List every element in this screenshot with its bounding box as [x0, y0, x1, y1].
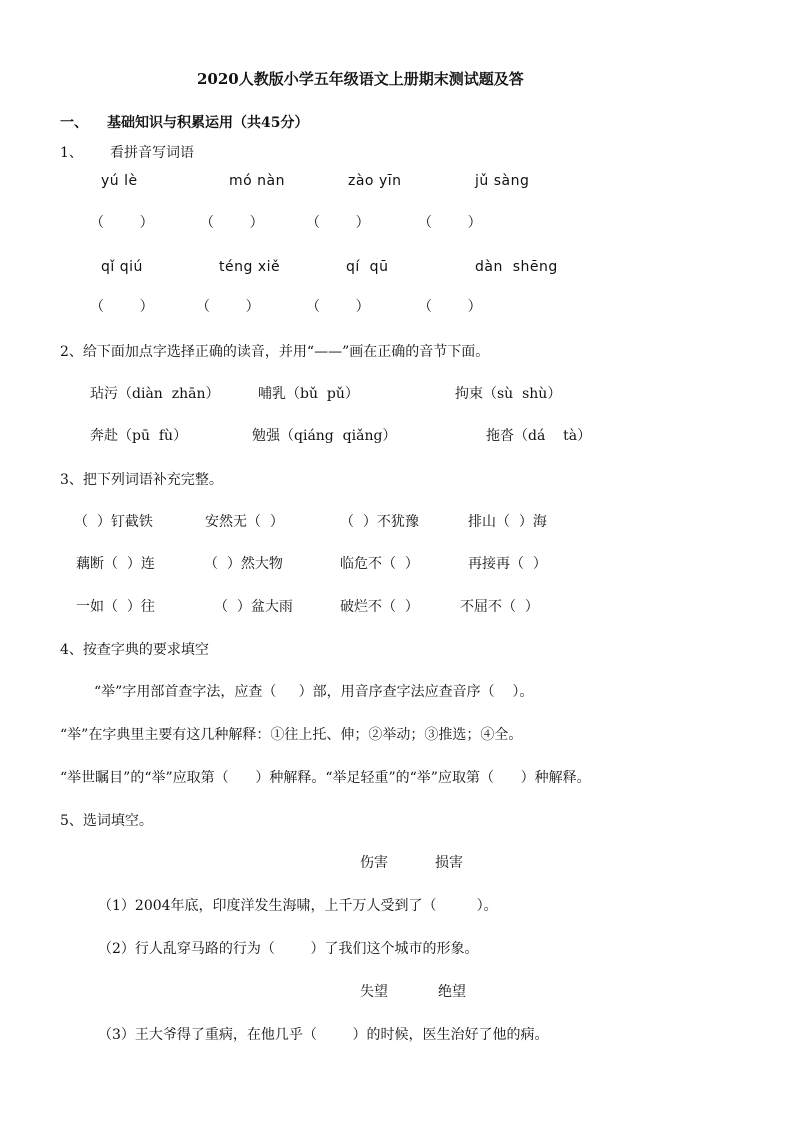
idiom-blank: 排山（ ）海	[468, 514, 547, 530]
q5-sentence: （1）2004年底，印度洋发生海啸，上千万人受到了（ ）。	[98, 898, 498, 914]
idiom-blank: （ ）钉截铁	[74, 514, 153, 530]
idiom-blank: 一如（ ）往	[76, 599, 155, 615]
section-number: 一、	[60, 115, 88, 131]
q4-prompt: 4、按查字典的要求填空	[60, 642, 209, 658]
idiom-blank: （ ）不犹豫	[340, 514, 419, 530]
pinyin-2: mó nàn	[229, 173, 285, 189]
answer-blank: （ ）	[306, 299, 370, 315]
pinyin-3: zào yīn	[348, 173, 402, 189]
q5-sentence: （3）王大爷得了重病，在他几乎（ ）的时候，医生治好了他的病。	[98, 1027, 549, 1043]
answer-blank: （ ）	[418, 299, 482, 315]
reading-choice: 勉强（qiáng qiǎng）	[252, 428, 397, 444]
q2-prompt: 2、给下面加点字选择正确的读音，并用“——”画在正确的音节下面。	[60, 344, 490, 360]
answer-blank: （ ）	[196, 299, 260, 315]
idiom-blank: 安然无（ ）	[205, 514, 284, 530]
reading-choice: 拘束（sù shù）	[455, 386, 562, 402]
answer-blank: （ ）	[200, 215, 264, 231]
page-title: 2020人教版小学五年级语文上册期末测试题及答	[197, 70, 524, 88]
pinyin-5: qǐ qiú	[101, 259, 143, 275]
reading-choice: 玷污（diàn zhān）	[90, 386, 220, 402]
answer-blank: （ ）	[306, 215, 370, 231]
pinyin-6: téng xiě	[219, 259, 281, 275]
pinyin-1: yú lè	[101, 173, 138, 189]
section-heading: 基础知识与积累运用（共45分）	[107, 115, 309, 131]
reading-choice: 拖沓（dá tà）	[486, 428, 592, 444]
idiom-blank: 临危不（ ）	[340, 556, 419, 572]
word-option: 伤害	[360, 855, 388, 871]
pinyin-7: qí qū	[346, 259, 389, 275]
word-option: 失望	[360, 984, 388, 1000]
idiom-blank: 破烂不（ ）	[340, 599, 419, 615]
idiom-blank: 再接再（ ）	[468, 556, 547, 572]
q5-prompt: 5、选词填空。	[60, 813, 153, 829]
idiom-blank: （ ）然大物	[204, 556, 283, 572]
pinyin-8: dàn shēng	[475, 259, 558, 275]
idiom-blank: 不屈不（ ）	[460, 599, 539, 615]
q1-number: 1、	[60, 145, 83, 161]
q5-sentence: （2）行人乱穿马路的行为（ ）了我们这个城市的形象。	[98, 941, 479, 957]
idiom-blank: （ ）盆大雨	[214, 599, 293, 615]
pinyin-4: jǔ sàng	[475, 173, 530, 189]
idiom-blank: 藕断（ ）连	[76, 556, 155, 572]
answer-blank: （ ）	[90, 215, 154, 231]
q3-prompt: 3、把下列词语补充完整。	[60, 472, 223, 488]
word-option: 绝望	[438, 984, 466, 1000]
q4-line: “举”字用部首查字法，应查（ ）部，用音序查字法应查音序（ ）。	[94, 684, 534, 700]
answer-blank: （ ）	[90, 299, 154, 315]
q1-prompt: 看拼音写词语	[110, 145, 194, 161]
reading-choice: 奔赴（pū fù）	[90, 428, 188, 444]
q4-line: “举世瞩目”的“举”应取第（ ）种解释。“举足轻重”的“举”应取第（ ）种解释。	[60, 770, 591, 786]
word-option: 损害	[435, 855, 463, 871]
q4-line: “举”在字典里主要有这几种解释：①往上托、伸；②举动；③推选；④全。	[60, 727, 523, 743]
answer-blank: （ ）	[418, 215, 482, 231]
reading-choice: 哺乳（bǔ pǔ）	[258, 386, 359, 402]
